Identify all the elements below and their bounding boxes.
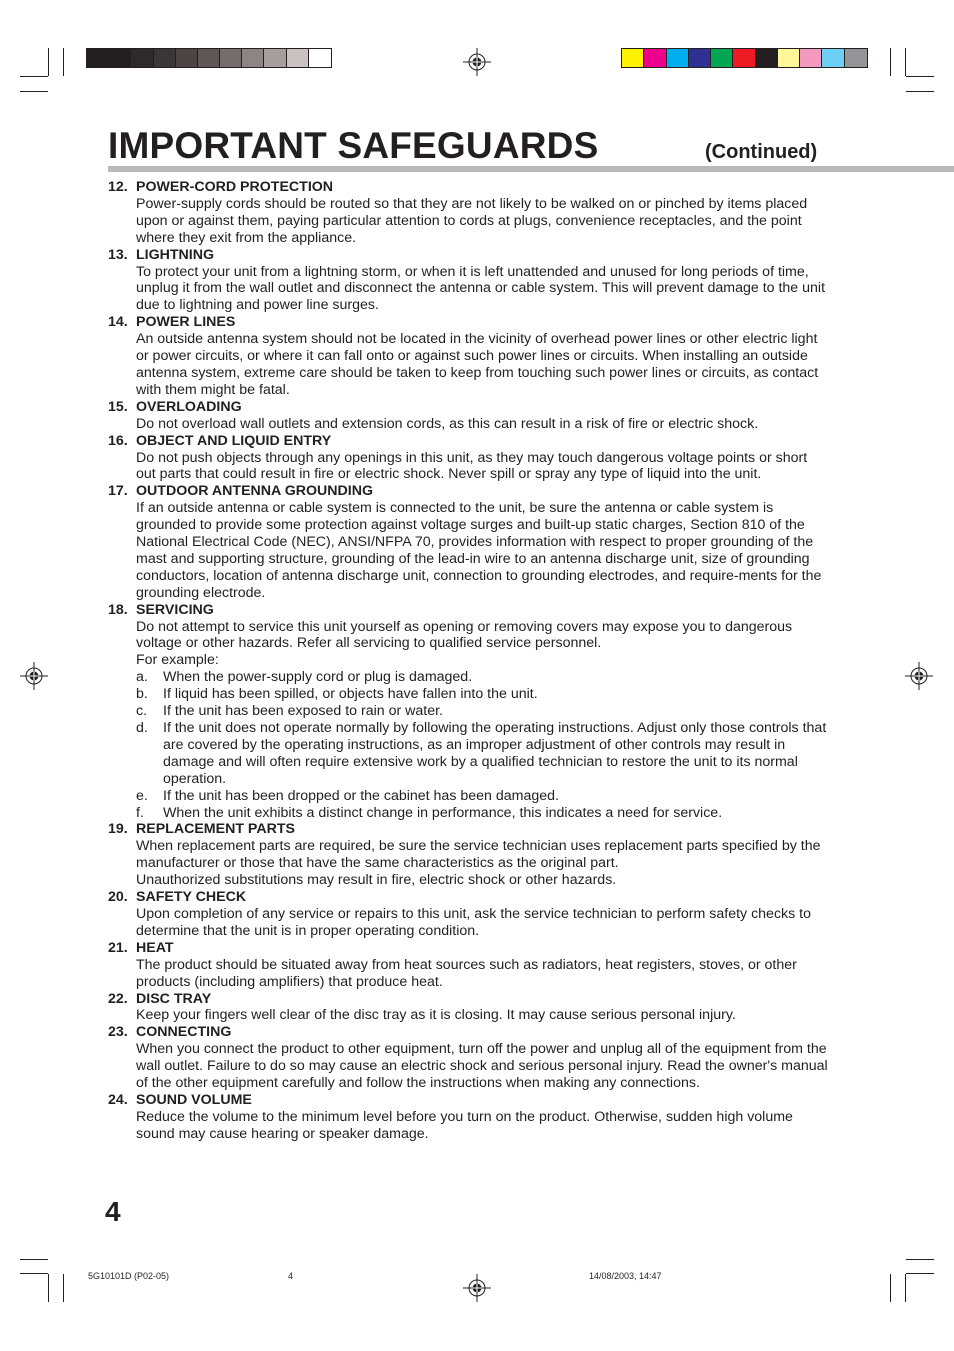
color-swatch (778, 49, 800, 67)
color-swatch (644, 49, 666, 67)
safeguard-body (108, 957, 828, 991)
safeguard-paragraph: Power-supply cords should be routed so that they are not likely to be walked on or pinched by items placed upon or against them, paying particular attention to cords at plugs, convenience receptacles, and the point where they exit from the appliance. (136, 195, 808, 246)
subitem-letter: b. (136, 686, 148, 703)
safeguard-number: 23. (108, 1024, 128, 1041)
crop-mark (48, 1274, 49, 1302)
subitem-letter: a. (136, 669, 148, 686)
footer-file-id: 5G10101D (P02-05) (88, 1271, 170, 1281)
safeguard-paragraph: To protect your unit from a lightning storm, or when it is left unattended and unused for long periods of time, unplug it from the wall outlet and disconnect the antenna or cable system. This will prevent damage to the unit due to lightning and power line surges. (136, 263, 826, 314)
crop-mark (905, 1274, 906, 1302)
safeguard-body (108, 1041, 828, 1092)
color-swatch (131, 49, 153, 67)
safeguard-heading-text: SERVICING (136, 601, 214, 618)
subitem-letter: c. (136, 703, 148, 720)
subitem-text: When the unit exhibits a distinct change in performance, this indicates a need for service. (163, 804, 723, 821)
safeguard-number: 17. (108, 483, 128, 500)
color-swatch (822, 49, 844, 67)
safeguard-body (108, 331, 828, 399)
crop-mark (20, 91, 48, 92)
safeguard-number: 22. (108, 990, 128, 1007)
safeguard-body (108, 619, 828, 822)
safeguard-heading (108, 1024, 828, 1041)
registration-mark-icon (20, 662, 48, 690)
safeguard-item (108, 889, 828, 940)
safeguard-paragraph: Upon completion of any service or repairs to this unit, ask the service technician to perform safety checks to determine that the unit is in proper operating condition. (136, 905, 812, 939)
safeguard-heading (108, 433, 828, 450)
footer-page: 4 (288, 1271, 294, 1281)
safeguard-number: 13. (108, 246, 128, 263)
safeguard-number: 14. (108, 314, 128, 331)
safeguard-heading (108, 399, 828, 416)
safeguard-number: 19. (108, 821, 128, 838)
safeguard-paragraph: The product should be situated away from heat sources such as radiators, heat registers, stoves, or other products (including amplifiers) that produce heat. (136, 956, 797, 990)
safeguard-item (108, 991, 828, 1025)
color-swatch (264, 49, 286, 67)
safeguard-heading-text: HEAT (136, 939, 174, 956)
color-swatch (198, 49, 220, 67)
safeguard-item (108, 433, 828, 484)
color-swatch (689, 49, 711, 67)
color-swatch (711, 49, 733, 67)
crop-mark (906, 76, 934, 77)
color-swatch (800, 49, 822, 67)
subitem-letter: d. (136, 720, 148, 736)
safeguard-heading-text: POWER-CORD PROTECTION (136, 179, 334, 195)
color-swatch (845, 49, 867, 67)
safeguard-heading (108, 314, 828, 331)
safeguard-heading (108, 179, 828, 196)
crop-mark (906, 1259, 934, 1260)
subitem-text: If liquid has been spilled, or objects have fallen into the unit. (163, 686, 538, 703)
safeguard-body (108, 1109, 828, 1143)
safeguard-item (108, 483, 828, 601)
crop-mark (905, 48, 906, 76)
safeguard-heading (108, 247, 828, 264)
safeguard-paragraph: Do not attempt to service this unit yourself as opening or removing covers may expose you to dangerous voltage or other hazards. Refer all servicing to qualified service personnel. (136, 618, 793, 652)
safeguard-number: 24. (108, 1091, 128, 1108)
color-swatch (733, 49, 755, 67)
safeguard-heading-text: SAFETY CHECK (136, 889, 247, 906)
safeguard-number: 20. (108, 889, 128, 906)
header-rule (108, 166, 954, 172)
safeguard-subitem (136, 788, 828, 805)
color-swatch (756, 49, 778, 67)
subitem-letter: f. (136, 804, 144, 821)
safeguard-body (108, 1007, 828, 1024)
color-swatch (87, 49, 109, 67)
grayscale-calibration-bar (86, 48, 332, 68)
safeguard-paragraph: Do not push objects through any openings in this unit, as they may touch dangerous voltage points or short out parts that could result in fire or electric shock. Never spill or spray any type of liquid into the unit. (136, 449, 808, 483)
crop-mark (48, 48, 49, 76)
safeguard-body (108, 838, 828, 889)
safeguard-heading-text: DISC TRAY (136, 990, 212, 1007)
color-swatch (109, 49, 131, 67)
safeguard-item (108, 1092, 828, 1143)
safeguard-item (108, 602, 828, 822)
subitem-text: When the power-supply cord or plug is damaged. (163, 669, 473, 686)
safeguard-heading-text: OUTDOOR ANTENNA GROUNDING (136, 483, 373, 500)
safeguard-heading (108, 1092, 828, 1109)
safeguard-body (108, 500, 828, 601)
safeguard-heading-text: POWER LINES (136, 314, 236, 331)
crop-mark (20, 76, 48, 77)
safeguard-item (108, 179, 828, 247)
color-swatch (220, 49, 242, 67)
safeguard-paragraph: Reduce the volume to the minimum level before you turn on the product. Otherwise, sudden high volume sound may cause hearing or speaker damage. (136, 1108, 793, 1142)
safeguard-subitem (136, 686, 828, 703)
registration-mark-icon (463, 48, 491, 76)
safeguard-body (108, 450, 828, 484)
crop-mark (890, 48, 891, 76)
color-swatch (309, 49, 331, 67)
safeguard-number: 15. (108, 398, 128, 415)
color-swatch (154, 49, 176, 67)
safeguard-number: 16. (108, 432, 128, 449)
crop-mark (63, 48, 64, 76)
safeguard-item (108, 399, 828, 433)
safeguard-subitem (136, 669, 828, 686)
color-swatch (287, 49, 309, 67)
subitem-text: If the unit has been exposed to rain or water. (163, 703, 443, 720)
safeguard-heading-text: CONNECTING (136, 1024, 232, 1041)
crop-mark (20, 1259, 48, 1260)
safeguard-body (108, 416, 828, 433)
color-swatch (242, 49, 264, 67)
safeguard-heading (108, 483, 828, 500)
continued-label: (Continued) (705, 141, 818, 163)
crop-mark (20, 1273, 48, 1274)
safeguard-subitem (136, 805, 828, 822)
safeguard-body (108, 906, 828, 940)
safeguard-item (108, 821, 828, 889)
safeguard-body (108, 196, 828, 247)
safeguard-heading (108, 889, 828, 906)
safeguard-number: 12. (108, 179, 128, 195)
safeguard-heading (108, 821, 828, 838)
safeguard-paragraph: When replacement parts are required, be sure the service technician uses replacement parts specified by the manufacturer or those that have the same characteristics as the original part. (136, 838, 821, 872)
page-number: 4 (105, 1196, 121, 1227)
color-swatch (667, 49, 689, 67)
safeguard-item (108, 940, 828, 991)
safeguard-heading (108, 940, 828, 957)
safeguard-heading-text: LIGHTNING (136, 246, 215, 263)
color-swatch (622, 49, 644, 67)
registration-mark-icon (463, 1274, 491, 1302)
crop-mark (890, 1274, 891, 1302)
safeguard-heading-text: REPLACEMENT PARTS (136, 821, 295, 838)
safeguard-paragraph: When you connect the product to other equipment, turn off the power and unplug all of the equipment from the wall outlet. Failure to do so may cause an electric shock and serious personal injury. Read the owner's manual of the other equipment carefully and follow the instructions when making any connections. (136, 1041, 828, 1092)
safeguard-heading-text: SOUND VOLUME (136, 1091, 252, 1108)
safeguard-paragraph: Do not overload wall outlets and extension cords, as this can result in a risk of fire or electric shock. (136, 415, 759, 432)
safeguard-subitem (136, 720, 828, 788)
page-title: IMPORTANT SAFEGUARDS (108, 125, 599, 166)
safeguard-heading-text: OVERLOADING (136, 398, 242, 415)
color-swatch (176, 49, 198, 67)
safeguard-item (108, 247, 828, 315)
safeguard-item (108, 1024, 828, 1092)
safeguards-list (108, 179, 828, 1143)
subitem-text: If the unit has been dropped or the cabinet has been damaged. (163, 787, 559, 804)
crop-mark (63, 1274, 64, 1302)
safeguard-item (108, 314, 828, 399)
subitem-text: If the unit does not operate normally by following the operating instructions. Adjust only those controls that are covered by the operating instructions, as an improper adjustment of other controls may result in damage and will often require extensive work by a qualified technician to restore the unit to its normal operation. (163, 720, 827, 787)
color-calibration-bar (621, 48, 868, 68)
safeguard-heading (108, 991, 828, 1008)
safeguard-paragraph: An outside antenna system should not be located in the vicinity of overhead power lines or other electric light or power circuits, or where it can fall onto or against such power lines or circuits. When installing an outside antenna system, extreme care should be taken to keep from touching such power lines or circuits, as contact with them might be fatal. (136, 331, 819, 398)
safeguard-paragraph: Keep your fingers well clear of the disc tray as it is closing. It may cause serious personal injury. (136, 1007, 736, 1024)
safeguard-paragraph: If an outside antenna or cable system is connected to the unit, be sure the antenna or cable system is grounded to provide some protection against voltage surges and built-up static charges, Section 810 of the National Electrical Code (NEC), ANSI/NFPA 70, provides information with respect to proper grounding of the mast and supporting structure, grounding of the lead-in wire to an antenna discharge unit, size of grounding conductors, location of antenna discharge unit, connection to grounding electrodes, and require-ments for the grounding electrode. (136, 500, 822, 601)
crop-mark (906, 91, 934, 92)
safeguard-paragraph: For example: (136, 652, 219, 669)
subitem-letter: e. (136, 787, 148, 804)
footer-timestamp: 14/08/2003, 14:47 (589, 1271, 662, 1281)
safeguard-subitem (136, 703, 828, 720)
safeguard-heading (108, 602, 828, 619)
safeguard-number: 21. (108, 939, 128, 956)
safeguard-heading-text: OBJECT AND LIQUID ENTRY (136, 432, 332, 449)
safeguard-body (108, 264, 828, 315)
safeguard-number: 18. (108, 601, 128, 618)
registration-mark-icon (905, 662, 933, 690)
crop-mark (906, 1273, 934, 1274)
safeguard-paragraph: Unauthorized substitutions may result in fire, electric shock or other hazards. (136, 872, 617, 889)
